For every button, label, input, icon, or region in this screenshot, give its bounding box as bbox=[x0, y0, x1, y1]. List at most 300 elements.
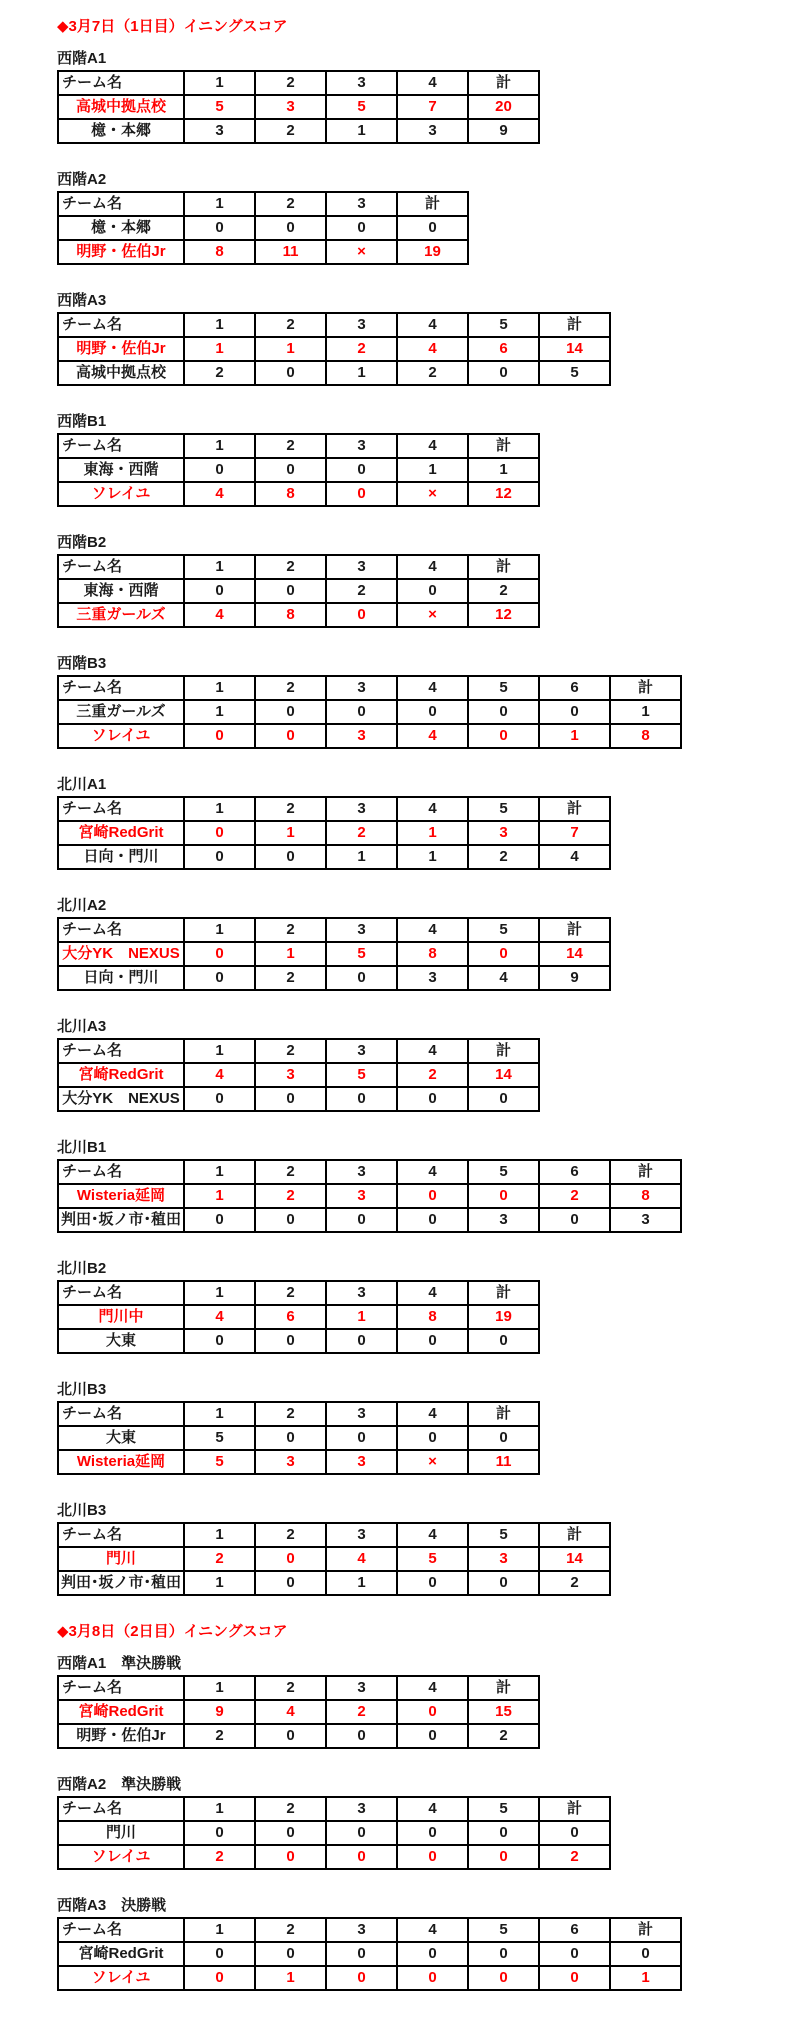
score-cell: 0 bbox=[255, 361, 326, 385]
inning-header-cell: 2 bbox=[255, 797, 326, 821]
score-cell: 4 bbox=[255, 1700, 326, 1724]
team-name-cell: 判田･坂ノ市･稙田 bbox=[58, 1571, 184, 1595]
total-cell: 3 bbox=[610, 1208, 681, 1232]
score-cell: 0 bbox=[184, 1966, 255, 1990]
score-cell: 2 bbox=[184, 1547, 255, 1571]
table-header-row bbox=[58, 434, 539, 458]
team-col-header-cell: チーム名 bbox=[58, 1039, 184, 1063]
score-cell: 0 bbox=[468, 361, 539, 385]
score-cell: 0 bbox=[326, 1845, 397, 1869]
inning-header-cell: 2 bbox=[255, 1039, 326, 1063]
score-cell: 1 bbox=[326, 845, 397, 869]
score-cell: 5 bbox=[184, 95, 255, 119]
score-cell: 0 bbox=[184, 845, 255, 869]
inning-header-cell: 6 bbox=[539, 1160, 610, 1184]
total-cell: 14 bbox=[468, 1063, 539, 1087]
team-row bbox=[58, 1700, 539, 1724]
score-cell: 0 bbox=[184, 724, 255, 748]
score-cell: 0 bbox=[255, 845, 326, 869]
score-cell: 0 bbox=[468, 1571, 539, 1595]
score-cell: 3 bbox=[397, 966, 468, 990]
score-cell: 3 bbox=[184, 119, 255, 143]
inning-header-cell: 6 bbox=[539, 676, 610, 700]
score-cell: 0 bbox=[397, 1184, 468, 1208]
score-cell: 0 bbox=[326, 216, 397, 240]
score-cell: 0 bbox=[184, 942, 255, 966]
total-cell: 9 bbox=[468, 119, 539, 143]
game-label: 北川B3 bbox=[57, 1381, 107, 1398]
score-cell: 2 bbox=[468, 845, 539, 869]
score-table bbox=[57, 917, 611, 991]
team-row bbox=[58, 966, 610, 990]
game-label: 西階A2 準決勝戦 bbox=[57, 1776, 182, 1793]
inning-header-cell: 2 bbox=[255, 918, 326, 942]
inning-header-cell: 2 bbox=[255, 676, 326, 700]
score-cell: × bbox=[397, 1450, 468, 1474]
inning-header-cell: 1 bbox=[184, 918, 255, 942]
team-row bbox=[58, 1208, 681, 1232]
score-cell: 1 bbox=[397, 458, 468, 482]
score-cell: 0 bbox=[326, 603, 397, 627]
team-row bbox=[58, 482, 539, 506]
inning-header-cell: 5 bbox=[468, 1160, 539, 1184]
score-table bbox=[57, 191, 469, 265]
score-cell: 3 bbox=[255, 95, 326, 119]
team-name-cell: 東海・西階 bbox=[58, 458, 184, 482]
inning-header-cell: 6 bbox=[539, 1918, 610, 1942]
score-cell: 1 bbox=[397, 821, 468, 845]
inning-header-cell: 3 bbox=[326, 1676, 397, 1700]
inning-header-cell: 5 bbox=[468, 797, 539, 821]
total-header-cell: 計 bbox=[468, 1281, 539, 1305]
total-cell: 19 bbox=[397, 240, 468, 264]
inning-header-cell: 2 bbox=[255, 1918, 326, 1942]
inning-header-cell: 5 bbox=[468, 918, 539, 942]
table-header-row bbox=[58, 1039, 539, 1063]
score-cell: 8 bbox=[184, 240, 255, 264]
inning-header-cell: 5 bbox=[468, 1918, 539, 1942]
team-row bbox=[58, 337, 610, 361]
score-cell: 2 bbox=[255, 966, 326, 990]
team-name-cell: 宮崎RedGrit bbox=[58, 821, 184, 845]
score-table bbox=[57, 1917, 682, 1991]
inning-header-cell: 5 bbox=[468, 676, 539, 700]
inning-header-cell: 4 bbox=[397, 1281, 468, 1305]
team-col-header-cell: チーム名 bbox=[58, 1281, 184, 1305]
score-cell: × bbox=[397, 482, 468, 506]
total-header-cell: 計 bbox=[539, 1523, 610, 1547]
total-header-cell: 計 bbox=[539, 313, 610, 337]
team-col-header-cell: チーム名 bbox=[58, 1797, 184, 1821]
inning-header-cell: 4 bbox=[397, 797, 468, 821]
score-cell: 0 bbox=[184, 966, 255, 990]
score-cell: 1 bbox=[326, 361, 397, 385]
score-cell: 0 bbox=[326, 966, 397, 990]
score-table bbox=[57, 796, 611, 870]
team-row bbox=[58, 1450, 539, 1474]
score-cell: 1 bbox=[255, 942, 326, 966]
score-cell: 1 bbox=[397, 845, 468, 869]
table-header-row bbox=[58, 1160, 681, 1184]
inning-header-cell: 4 bbox=[397, 1402, 468, 1426]
game-section bbox=[57, 1139, 773, 1233]
total-header-cell: 計 bbox=[539, 797, 610, 821]
team-row bbox=[58, 1966, 681, 1990]
score-cell: 0 bbox=[255, 216, 326, 240]
game-section bbox=[57, 1655, 773, 1749]
total-header-cell: 計 bbox=[539, 918, 610, 942]
game-section bbox=[57, 1260, 773, 1354]
score-cell: 0 bbox=[255, 458, 326, 482]
inning-header-cell: 2 bbox=[255, 192, 326, 216]
total-cell: 19 bbox=[468, 1305, 539, 1329]
total-cell: 0 bbox=[468, 1329, 539, 1353]
inning-header-cell: 3 bbox=[326, 434, 397, 458]
total-cell: 9 bbox=[539, 966, 610, 990]
table-header-row bbox=[58, 1918, 681, 1942]
score-cell: 1 bbox=[255, 337, 326, 361]
score-cell: 0 bbox=[468, 1966, 539, 1990]
score-table bbox=[57, 1522, 611, 1596]
team-row bbox=[58, 1547, 610, 1571]
team-col-header-cell: チーム名 bbox=[58, 313, 184, 337]
score-cell: 0 bbox=[397, 1821, 468, 1845]
score-cell: 1 bbox=[255, 1966, 326, 1990]
total-cell: 14 bbox=[539, 942, 610, 966]
team-row bbox=[58, 1063, 539, 1087]
team-name-cell: 日向・門川 bbox=[58, 966, 184, 990]
inning-header-cell: 3 bbox=[326, 676, 397, 700]
table-header-row bbox=[58, 676, 681, 700]
total-cell: 7 bbox=[539, 821, 610, 845]
score-cell: 8 bbox=[255, 603, 326, 627]
score-cell: 1 bbox=[184, 1571, 255, 1595]
inning-header-cell: 4 bbox=[397, 1523, 468, 1547]
score-cell: 2 bbox=[255, 1184, 326, 1208]
total-header-cell: 計 bbox=[539, 1797, 610, 1821]
table-header-row bbox=[58, 313, 610, 337]
total-cell: 1 bbox=[468, 458, 539, 482]
score-table bbox=[57, 1401, 540, 1475]
score-cell: 5 bbox=[326, 1063, 397, 1087]
score-cell: 2 bbox=[255, 119, 326, 143]
game-section bbox=[57, 50, 773, 144]
game-section bbox=[57, 1381, 773, 1475]
game-label: 西階B3 bbox=[57, 655, 107, 672]
inning-header-cell: 2 bbox=[255, 1676, 326, 1700]
score-cell: 0 bbox=[397, 1571, 468, 1595]
day-title-day1: ◆3月7日（1日目）イニングスコア bbox=[57, 18, 288, 35]
team-col-header-cell: チーム名 bbox=[58, 918, 184, 942]
score-cell: 4 bbox=[184, 482, 255, 506]
total-cell: 1 bbox=[610, 700, 681, 724]
game-label: 北川B2 bbox=[57, 1260, 107, 1277]
score-cell: 0 bbox=[255, 1087, 326, 1111]
score-cell: 4 bbox=[468, 966, 539, 990]
score-cell: 0 bbox=[255, 1724, 326, 1748]
score-cell: 8 bbox=[397, 1305, 468, 1329]
score-cell: 0 bbox=[255, 1571, 326, 1595]
score-cell: 1 bbox=[184, 1184, 255, 1208]
table-header-row bbox=[58, 1797, 610, 1821]
team-row bbox=[58, 603, 539, 627]
score-cell: 3 bbox=[326, 724, 397, 748]
inning-header-cell: 1 bbox=[184, 1676, 255, 1700]
score-cell: 0 bbox=[397, 1208, 468, 1232]
inning-header-cell: 5 bbox=[468, 1797, 539, 1821]
score-cell: 3 bbox=[468, 1208, 539, 1232]
team-name-cell: ソレイユ bbox=[58, 1966, 184, 1990]
inning-header-cell: 2 bbox=[255, 71, 326, 95]
score-cell: 0 bbox=[397, 1942, 468, 1966]
score-cell: 0 bbox=[326, 1724, 397, 1748]
score-cell: 0 bbox=[255, 1329, 326, 1353]
score-cell: 0 bbox=[255, 1942, 326, 1966]
table-header-row bbox=[58, 1523, 610, 1547]
score-cell: 2 bbox=[184, 1724, 255, 1748]
score-cell: 0 bbox=[397, 1966, 468, 1990]
score-cell: 0 bbox=[184, 1208, 255, 1232]
inning-header-cell: 2 bbox=[255, 313, 326, 337]
score-cell: 3 bbox=[326, 1450, 397, 1474]
score-cell: 0 bbox=[326, 482, 397, 506]
inning-header-cell: 2 bbox=[255, 1281, 326, 1305]
team-col-header-cell: チーム名 bbox=[58, 555, 184, 579]
score-cell: 0 bbox=[184, 1087, 255, 1111]
score-cell: 1 bbox=[184, 700, 255, 724]
inning-header-cell: 3 bbox=[326, 1402, 397, 1426]
score-cell: 2 bbox=[326, 821, 397, 845]
total-header-cell: 計 bbox=[610, 1918, 681, 1942]
score-cell: 0 bbox=[468, 1184, 539, 1208]
total-cell: 12 bbox=[468, 482, 539, 506]
score-cell: 4 bbox=[326, 1547, 397, 1571]
total-cell: 12 bbox=[468, 603, 539, 627]
team-name-cell: 三重ガールズ bbox=[58, 700, 184, 724]
team-row bbox=[58, 1942, 681, 1966]
game-section bbox=[57, 534, 773, 628]
table-header-row bbox=[58, 1402, 539, 1426]
score-table bbox=[57, 675, 682, 749]
team-name-cell: 明野・佐伯Jr bbox=[58, 337, 184, 361]
score-cell: 2 bbox=[326, 337, 397, 361]
team-col-header-cell: チーム名 bbox=[58, 71, 184, 95]
team-row bbox=[58, 1305, 539, 1329]
inning-header-cell: 3 bbox=[326, 71, 397, 95]
total-cell: 8 bbox=[610, 1184, 681, 1208]
score-cell: 2 bbox=[397, 1063, 468, 1087]
score-cell: 8 bbox=[255, 482, 326, 506]
table-header-row bbox=[58, 192, 468, 216]
inning-header-cell: 3 bbox=[326, 192, 397, 216]
score-cell: 0 bbox=[326, 458, 397, 482]
score-cell: 0 bbox=[468, 942, 539, 966]
score-cell: 4 bbox=[397, 337, 468, 361]
team-row bbox=[58, 724, 681, 748]
inning-header-cell: 1 bbox=[184, 1039, 255, 1063]
score-cell: 0 bbox=[184, 1942, 255, 1966]
total-cell: 0 bbox=[468, 1426, 539, 1450]
inning-header-cell: 1 bbox=[184, 434, 255, 458]
total-cell: 8 bbox=[610, 724, 681, 748]
score-cell: 4 bbox=[184, 1305, 255, 1329]
score-cell: 11 bbox=[255, 240, 326, 264]
inning-header-cell: 4 bbox=[397, 1039, 468, 1063]
total-header-cell: 計 bbox=[468, 555, 539, 579]
team-name-cell: 門川 bbox=[58, 1547, 184, 1571]
inning-header-cell: 4 bbox=[397, 1797, 468, 1821]
team-name-cell: 大東 bbox=[58, 1426, 184, 1450]
score-cell: 6 bbox=[468, 337, 539, 361]
score-cell: 5 bbox=[184, 1426, 255, 1450]
inning-header-cell: 2 bbox=[255, 1402, 326, 1426]
game-section bbox=[57, 1776, 773, 1870]
score-cell: 1 bbox=[539, 724, 610, 748]
score-cell: 0 bbox=[397, 579, 468, 603]
team-col-header-cell: チーム名 bbox=[58, 1402, 184, 1426]
inning-header-cell: 1 bbox=[184, 313, 255, 337]
table-header-row bbox=[58, 555, 539, 579]
team-row bbox=[58, 1329, 539, 1353]
score-cell: 5 bbox=[326, 95, 397, 119]
game-label: 西階A2 bbox=[57, 171, 107, 188]
game-label: 北川A3 bbox=[57, 1018, 107, 1035]
game-label: 西階B2 bbox=[57, 534, 107, 551]
team-name-cell: 大分YK NEXUS bbox=[58, 942, 184, 966]
inning-header-cell: 3 bbox=[326, 1918, 397, 1942]
score-cell: 0 bbox=[326, 700, 397, 724]
score-cell: 0 bbox=[326, 1087, 397, 1111]
total-cell: 0 bbox=[397, 216, 468, 240]
game-label: 西階A3 決勝戦 bbox=[57, 1897, 167, 1914]
team-name-cell: Wisteria延岡 bbox=[58, 1184, 184, 1208]
score-cell: 0 bbox=[326, 1426, 397, 1450]
total-header-cell: 計 bbox=[610, 1160, 681, 1184]
score-cell: 0 bbox=[184, 579, 255, 603]
team-name-cell: 三重ガールズ bbox=[58, 603, 184, 627]
total-cell: 2 bbox=[468, 1724, 539, 1748]
score-cell: 3 bbox=[468, 1547, 539, 1571]
score-cell: 0 bbox=[184, 216, 255, 240]
score-cell: 0 bbox=[468, 724, 539, 748]
team-col-header-cell: チーム名 bbox=[58, 1918, 184, 1942]
total-header-cell: 計 bbox=[468, 434, 539, 458]
inning-header-cell: 1 bbox=[184, 676, 255, 700]
team-row bbox=[58, 1845, 610, 1869]
score-cell: 2 bbox=[539, 1184, 610, 1208]
score-cell: 2 bbox=[326, 579, 397, 603]
game-label: 西階A3 bbox=[57, 292, 107, 309]
total-cell: 14 bbox=[539, 337, 610, 361]
score-cell: 0 bbox=[397, 700, 468, 724]
score-cell: 0 bbox=[255, 1547, 326, 1571]
inning-header-cell: 1 bbox=[184, 1402, 255, 1426]
inning-header-cell: 3 bbox=[326, 1281, 397, 1305]
score-cell: 5 bbox=[326, 942, 397, 966]
score-table bbox=[57, 70, 540, 144]
inning-header-cell: 5 bbox=[468, 1523, 539, 1547]
team-row bbox=[58, 821, 610, 845]
game-label: 北川A1 bbox=[57, 776, 107, 793]
total-cell: 11 bbox=[468, 1450, 539, 1474]
total-cell: 0 bbox=[610, 1942, 681, 1966]
score-cell: 0 bbox=[397, 1087, 468, 1111]
score-cell: 0 bbox=[326, 1966, 397, 1990]
score-cell: 0 bbox=[255, 1426, 326, 1450]
score-cell: 3 bbox=[255, 1450, 326, 1474]
inning-header-cell: 1 bbox=[184, 1160, 255, 1184]
game-label: 西階A1 準決勝戦 bbox=[57, 1655, 182, 1672]
score-cell: 3 bbox=[255, 1063, 326, 1087]
team-row bbox=[58, 845, 610, 869]
total-cell: 20 bbox=[468, 95, 539, 119]
score-cell: 2 bbox=[184, 361, 255, 385]
inning-header-cell: 1 bbox=[184, 192, 255, 216]
team-name-cell: 明野・佐伯Jr bbox=[58, 240, 184, 264]
total-cell: 5 bbox=[539, 361, 610, 385]
table-header-row bbox=[58, 918, 610, 942]
inning-header-cell: 1 bbox=[184, 71, 255, 95]
inning-header-cell: 2 bbox=[255, 1160, 326, 1184]
score-cell: 0 bbox=[255, 1821, 326, 1845]
score-cell: 0 bbox=[539, 1966, 610, 1990]
score-cell: 4 bbox=[397, 724, 468, 748]
game-section bbox=[57, 1018, 773, 1112]
score-table bbox=[57, 1796, 611, 1870]
team-name-cell: ソレイユ bbox=[58, 1845, 184, 1869]
score-cell: 0 bbox=[468, 1845, 539, 1869]
inning-header-cell: 2 bbox=[255, 434, 326, 458]
inning-header-cell: 1 bbox=[184, 1281, 255, 1305]
game-section bbox=[57, 655, 773, 749]
inning-header-cell: 4 bbox=[397, 555, 468, 579]
score-table bbox=[57, 1159, 682, 1233]
team-row bbox=[58, 1184, 681, 1208]
score-cell: 0 bbox=[184, 1329, 255, 1353]
score-cell: 1 bbox=[326, 119, 397, 143]
team-col-header-cell: チーム名 bbox=[58, 1676, 184, 1700]
score-cell: 0 bbox=[184, 1821, 255, 1845]
game-section bbox=[57, 776, 773, 870]
total-cell: 2 bbox=[539, 1845, 610, 1869]
score-cell: 0 bbox=[539, 1942, 610, 1966]
score-cell: 0 bbox=[539, 1208, 610, 1232]
team-name-cell: 大東 bbox=[58, 1329, 184, 1353]
team-name-cell: 東海・西階 bbox=[58, 579, 184, 603]
team-name-cell: ソレイユ bbox=[58, 482, 184, 506]
team-row bbox=[58, 1821, 610, 1845]
day-title-day2: ◆3月8日（2日目）イニングスコア bbox=[57, 1623, 288, 1640]
total-header-cell: 計 bbox=[468, 1402, 539, 1426]
score-cell: 4 bbox=[184, 1063, 255, 1087]
score-cell: 0 bbox=[397, 1845, 468, 1869]
total-cell: 0 bbox=[539, 1821, 610, 1845]
team-col-header-cell: チーム名 bbox=[58, 434, 184, 458]
score-cell: 4 bbox=[184, 603, 255, 627]
game-label: 北川B1 bbox=[57, 1139, 107, 1156]
score-cell: 0 bbox=[397, 1329, 468, 1353]
score-table bbox=[57, 1675, 540, 1749]
game-section bbox=[57, 171, 773, 265]
inning-header-cell: 1 bbox=[184, 1918, 255, 1942]
team-col-header-cell: チーム名 bbox=[58, 1160, 184, 1184]
inning-header-cell: 4 bbox=[397, 918, 468, 942]
score-cell: 0 bbox=[539, 700, 610, 724]
game-section bbox=[57, 1502, 773, 1596]
team-row bbox=[58, 942, 610, 966]
team-name-cell: 宮崎RedGrit bbox=[58, 1063, 184, 1087]
score-cell: 0 bbox=[255, 1845, 326, 1869]
